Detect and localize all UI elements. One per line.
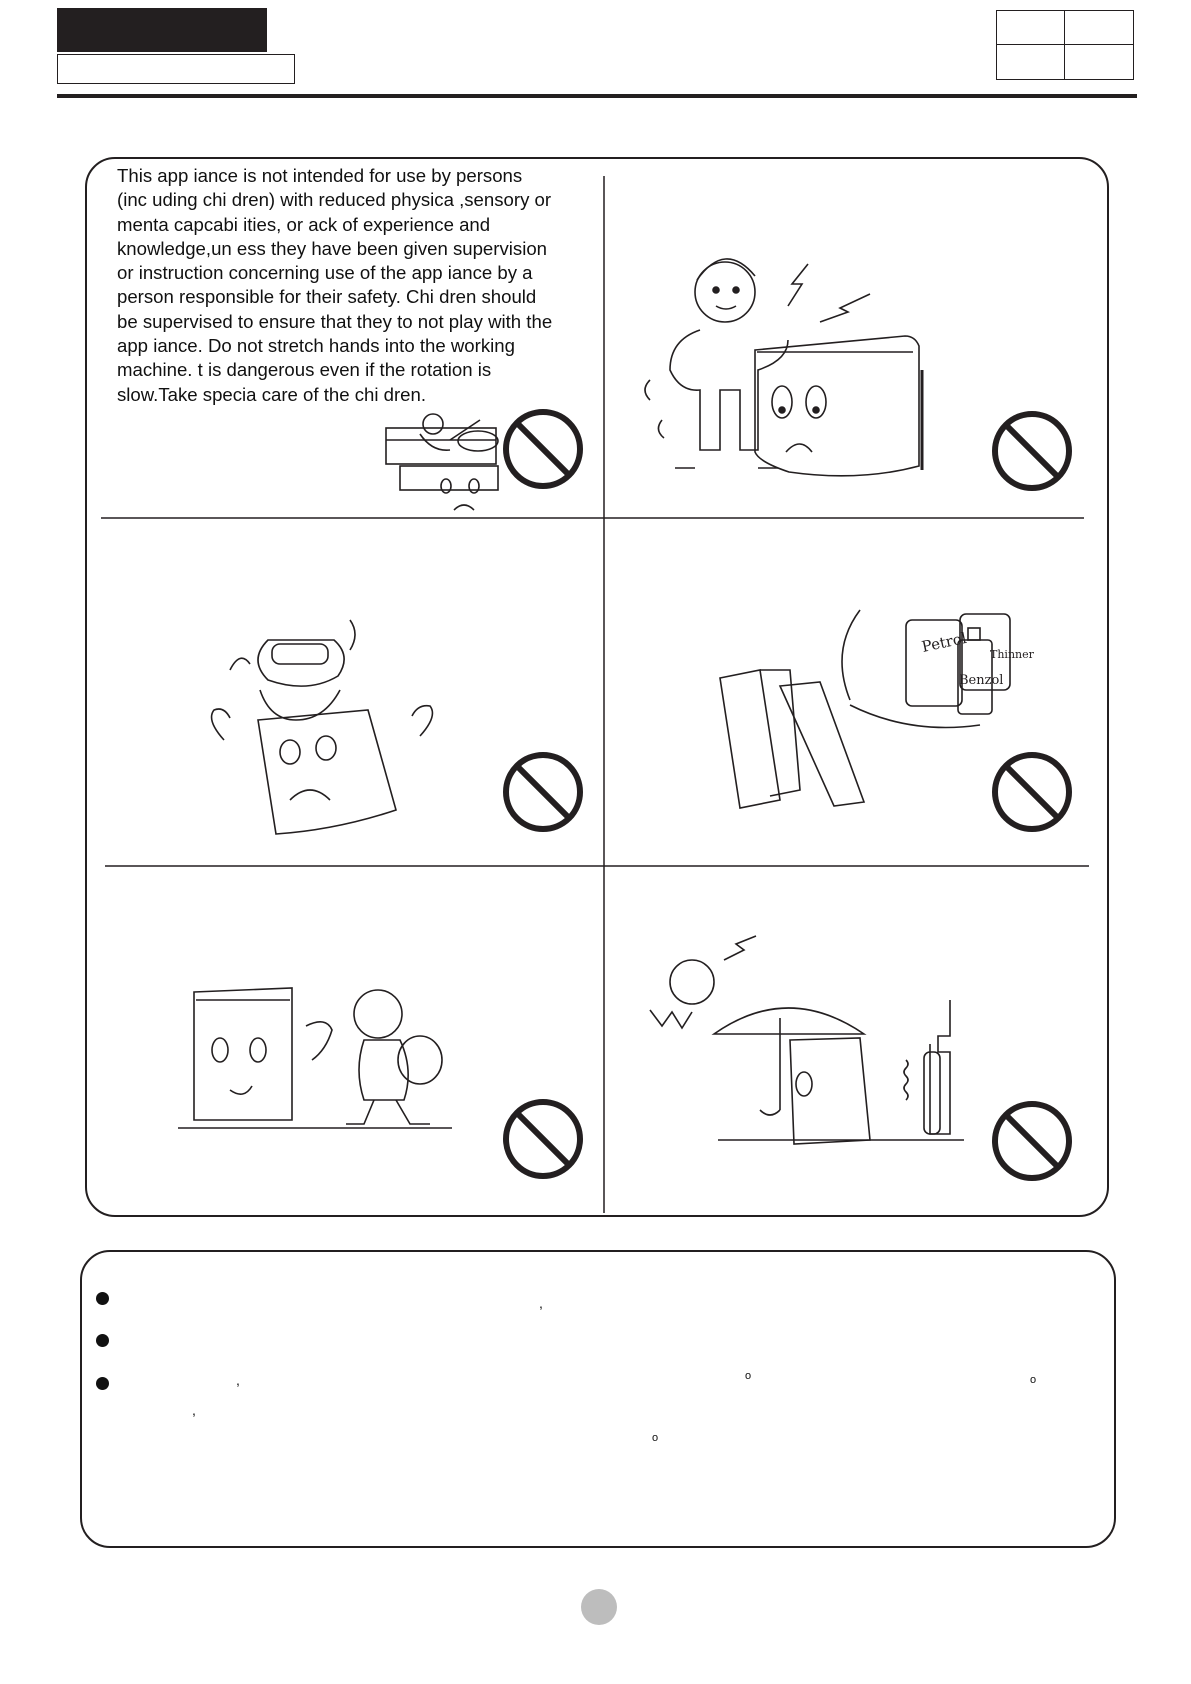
prohibition-icon bbox=[506, 1102, 580, 1176]
benzol-label: Benzol bbox=[959, 673, 1004, 688]
prohibition-icon bbox=[506, 755, 580, 829]
note-mark: , bbox=[236, 1372, 240, 1388]
heavy-object-illustration bbox=[212, 620, 433, 834]
prohibition-icon bbox=[995, 755, 1069, 829]
note-mark: , bbox=[539, 1295, 543, 1311]
note-mark: , bbox=[192, 1402, 196, 1418]
notes-panel bbox=[80, 1250, 1116, 1548]
page-number-badge bbox=[581, 1589, 617, 1625]
weather-heat-illustration bbox=[650, 936, 964, 1144]
child-safety-warning-text: This app iance is not intended for use by persons (inc uding chi dren) with reduced physica ,sensory or menta capcabi ities, or ack of experience and knowledge,un ess they have been given supervision or instruction concerning use of the app iance by a person responsible for their safety. Chi dren should be supervised to ensure that they to not play with the app iance. Do not stretch hands into the working machine. t is dangerous even if the rotation is slow.Take specia care of the chi dren. bbox=[117, 165, 553, 405]
note-mark: o bbox=[652, 1432, 659, 1444]
child-play-illustration bbox=[178, 988, 452, 1128]
thinner-label: Thinner bbox=[990, 648, 1034, 661]
petrol-label: Petrol bbox=[920, 628, 969, 656]
bullet-icon bbox=[96, 1377, 109, 1390]
electric-shock-illustration bbox=[645, 259, 922, 476]
bullet-icon bbox=[96, 1334, 109, 1347]
bullet-icon bbox=[96, 1292, 109, 1305]
note-mark: o bbox=[745, 1370, 752, 1382]
prohibition-icon bbox=[506, 412, 580, 486]
prohibition-icon bbox=[995, 1104, 1069, 1178]
prohibition-icon bbox=[995, 414, 1069, 488]
child-in-washer-illustration bbox=[386, 414, 498, 510]
note-mark: o bbox=[1030, 1374, 1037, 1386]
